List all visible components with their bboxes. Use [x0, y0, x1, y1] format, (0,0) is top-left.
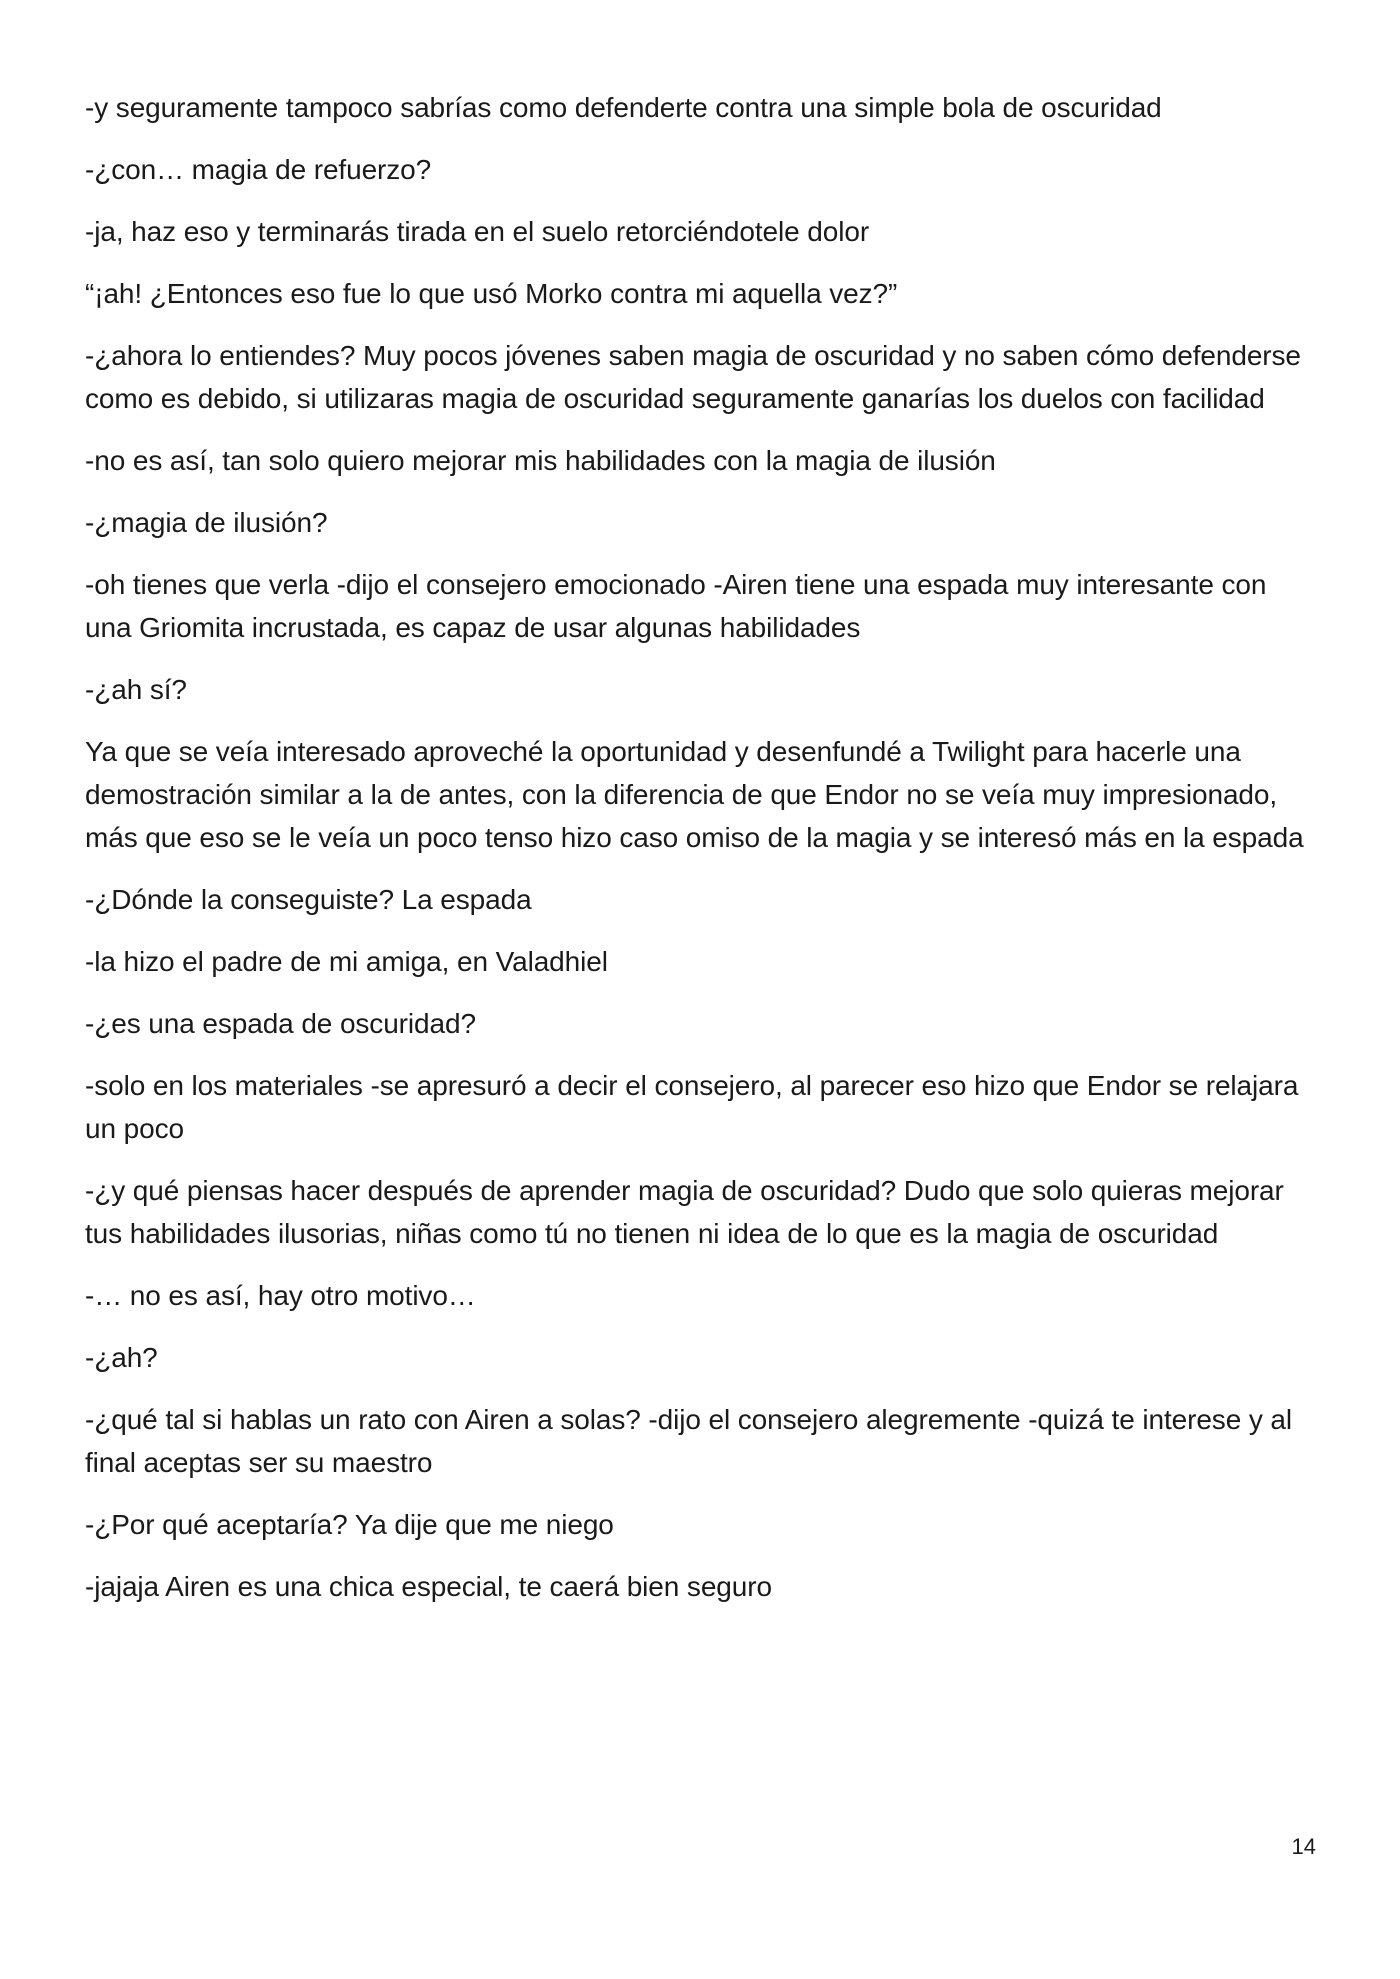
paragraph: -¿con… magia de refuerzo? — [85, 154, 432, 185]
paragraph: -y seguramente tampoco sabrías como defenderte contra una simple bola de oscuridad — [85, 92, 1162, 123]
paragraph: -¿Por qué aceptaría? Ya dije que me niego — [85, 1509, 614, 1540]
paragraph: -oh tienes que verla -dijo el consejero emocionado -Airen tiene una espada muy interesante con una Griomita incrustada, es capaz de usar algunas habilidades — [85, 569, 1267, 643]
body-text — [85, 86, 1320, 1627]
paragraph: -¿Dónde la conseguiste? La espada — [85, 884, 532, 915]
paragraph: -… no es así, hay otro motivo… — [85, 1280, 476, 1311]
paragraph: -ja, haz eso y terminarás tirada en el suelo retorciéndotele dolor — [85, 216, 870, 247]
paragraph: -¿ahora lo entiendes? Muy pocos jóvenes saben magia de oscuridad y no saben cómo defenderse como es debido, si utilizaras magia de oscuridad seguramente ganarías los duelos con facilidad — [85, 340, 1301, 414]
paragraph: -solo en los materiales -se apresuró a decir el consejero, al parecer eso hizo que Endor se relajara un poco — [85, 1070, 1299, 1144]
paragraph: -¿ah sí? — [85, 674, 187, 705]
paragraph: -¿es una espada de oscuridad? — [85, 1008, 476, 1039]
paragraph: Ya que se veía interesado aproveché la oportunidad y desenfundé a Twilight para hacerle una demostración similar a la de antes, con la diferencia de que Endor no se veía muy impresionado, más que eso se le veía un poco tenso hizo caso omiso de la magia y se interesó más en la espada — [85, 736, 1304, 853]
paragraph: “¡ah! ¿Entonces eso fue lo que usó Morko contra mi aquella vez?” — [85, 278, 898, 309]
paragraph: -no es así, tan solo quiero mejorar mis habilidades con la magia de ilusión — [85, 445, 996, 476]
paragraph: -¿magia de ilusión? — [85, 507, 328, 538]
paragraph: -¿qué tal si hablas un rato con Airen a solas? -dijo el consejero alegremente -quizá te interese y al final aceptas ser su maestro — [85, 1404, 1293, 1478]
paragraph: -¿ah? — [85, 1342, 158, 1373]
paragraph: -¿y qué piensas hacer después de aprender magia de oscuridad? Dudo que solo quieras mejorar tus habilidades ilusorias, niñas como tú no tienen ni idea de lo que es la magia de oscuridad — [85, 1175, 1284, 1249]
paragraph: -la hizo el padre de mi amiga, en Valadhiel — [85, 946, 608, 977]
paragraph: -jajaja Airen es una chica especial, te caerá bien seguro — [85, 1571, 772, 1602]
page-number: 14 — [1291, 1834, 1316, 1859]
